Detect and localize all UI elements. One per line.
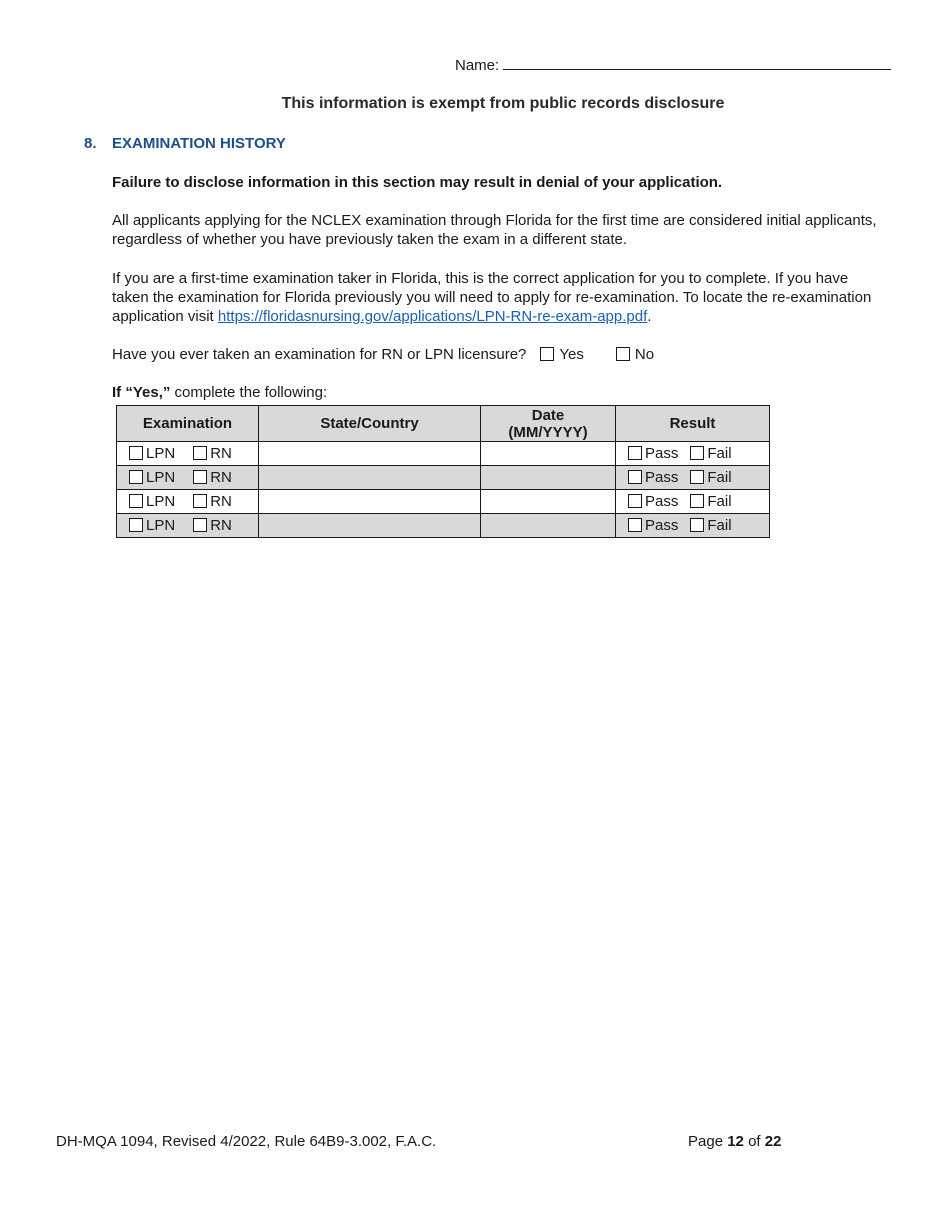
table-row xyxy=(117,514,770,538)
lpn-label: LPN xyxy=(146,469,176,486)
re-exam-text: If you are a first-time examination taker in Florida, this is the correct application for you to complete. If you have taken the examination for Florida previously you will need to apply for re-examination. To locate the re-examination application visit xyxy=(112,270,872,325)
no-option[interactable] xyxy=(616,346,654,363)
pass-label: Pass xyxy=(645,493,679,510)
name-field-line xyxy=(455,55,891,74)
name-label: Name: xyxy=(455,57,500,74)
header-date xyxy=(481,406,616,442)
header-result: Result xyxy=(616,406,770,442)
of-word: of xyxy=(748,1133,761,1150)
state-country-cell[interactable] xyxy=(259,442,481,466)
pass-label: Pass xyxy=(645,469,679,486)
header-date-label: Date xyxy=(531,406,565,424)
exam-type-cell xyxy=(117,442,259,466)
section-heading xyxy=(84,135,286,152)
header-examination: Examination xyxy=(117,406,259,442)
re-exam-link[interactable]: https://floridasnursing.gov/applications/LPN-RN-re-exam-app.pdf xyxy=(217,308,648,325)
page-word: Page xyxy=(688,1133,724,1150)
date-cell[interactable] xyxy=(481,490,616,514)
header-state-country: State/Country xyxy=(259,406,481,442)
name-input-line[interactable] xyxy=(503,55,891,70)
no-checkbox[interactable] xyxy=(616,347,630,361)
rn-checkbox[interactable] xyxy=(193,518,207,532)
rn-label: RN xyxy=(210,469,232,486)
fail-label: Fail xyxy=(707,469,732,486)
table-row xyxy=(117,442,770,466)
section-number: 8. xyxy=(84,135,97,152)
fail-checkbox[interactable] xyxy=(690,446,704,460)
result-cell xyxy=(616,466,770,490)
fail-label: Fail xyxy=(707,493,732,510)
if-yes-instruction xyxy=(112,384,327,401)
fail-checkbox[interactable] xyxy=(690,518,704,532)
page-total: 22 xyxy=(764,1133,782,1150)
no-label: No xyxy=(634,346,655,363)
disclosure-warning: Failure to disclose information in this section may result in denial of your application. xyxy=(112,174,723,191)
footer-page-number xyxy=(688,1133,781,1150)
pass-label: Pass xyxy=(645,517,679,534)
if-yes-rest: complete the following: xyxy=(170,384,328,401)
rn-label: RN xyxy=(210,445,232,462)
state-country-cell[interactable] xyxy=(259,514,481,538)
table-row xyxy=(117,466,770,490)
exam-question xyxy=(112,346,654,363)
fail-label: Fail xyxy=(707,517,732,534)
yes-option[interactable] xyxy=(540,346,583,363)
exam-question-text: Have you ever taken an examination for RN or LPN licensure? xyxy=(112,346,527,363)
lpn-checkbox[interactable] xyxy=(129,446,143,460)
result-cell xyxy=(616,490,770,514)
footer-form-info: DH-MQA 1094, Revised 4/2022, Rule 64B9-3.002, F.A.C. xyxy=(56,1133,437,1150)
section-title: EXAMINATION HISTORY xyxy=(112,135,286,152)
date-cell[interactable] xyxy=(481,514,616,538)
state-country-cell[interactable] xyxy=(259,466,481,490)
result-cell xyxy=(616,442,770,466)
initial-applicants-paragraph: All applicants applying for the NCLEX examination through Florida for the first time are considered initial applicants, regardless of whether you have previously taken the exam in a different state. xyxy=(112,212,877,248)
rn-checkbox[interactable] xyxy=(193,470,207,484)
page-current: 12 xyxy=(727,1133,744,1150)
lpn-label: LPN xyxy=(146,517,176,534)
lpn-checkbox[interactable] xyxy=(129,470,143,484)
rn-checkbox[interactable] xyxy=(193,494,207,508)
if-yes-bold: If “Yes,” xyxy=(112,384,171,401)
fail-checkbox[interactable] xyxy=(690,470,704,484)
yes-label: Yes xyxy=(559,346,584,363)
lpn-label: LPN xyxy=(146,445,176,462)
lpn-checkbox[interactable] xyxy=(129,518,143,532)
state-country-cell[interactable] xyxy=(259,490,481,514)
examination-history-table xyxy=(116,405,770,538)
fail-checkbox[interactable] xyxy=(690,494,704,508)
lpn-checkbox[interactable] xyxy=(129,494,143,508)
re-exam-end: . xyxy=(647,308,652,325)
exam-type-cell xyxy=(117,490,259,514)
exam-type-cell xyxy=(117,466,259,490)
rn-checkbox[interactable] xyxy=(193,446,207,460)
pass-checkbox[interactable] xyxy=(628,470,642,484)
rn-label: RN xyxy=(210,493,232,510)
fail-label: Fail xyxy=(707,445,732,462)
rn-label: RN xyxy=(210,517,232,534)
pass-checkbox[interactable] xyxy=(628,494,642,508)
pass-checkbox[interactable] xyxy=(628,518,642,532)
date-cell[interactable] xyxy=(481,442,616,466)
pass-checkbox[interactable] xyxy=(628,446,642,460)
result-cell xyxy=(616,514,770,538)
date-cell[interactable] xyxy=(481,466,616,490)
exam-type-cell xyxy=(117,514,259,538)
pass-label: Pass xyxy=(645,445,679,462)
exempt-notice: This information is exempt from public records disclosure xyxy=(281,95,725,112)
table-header-row xyxy=(117,406,770,442)
re-exam-paragraph xyxy=(112,269,882,326)
lpn-label: LPN xyxy=(146,493,176,510)
table-row xyxy=(117,490,770,514)
yes-checkbox[interactable] xyxy=(540,347,554,361)
header-date-format: (MM/YYYY) xyxy=(508,423,588,441)
